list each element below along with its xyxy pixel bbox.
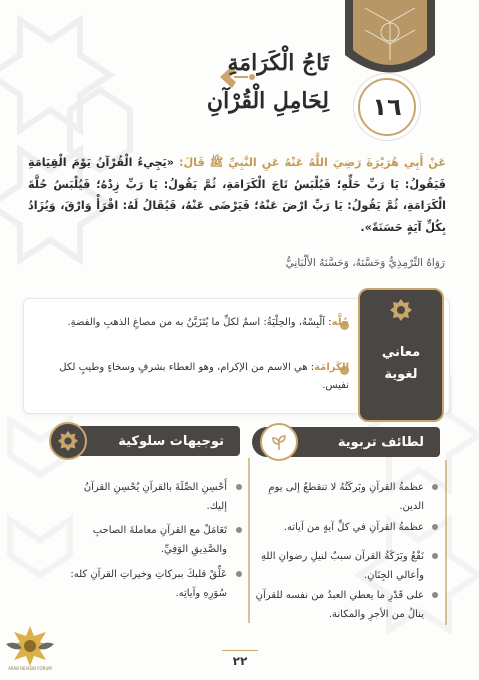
- hadith-text: [28, 152, 446, 238]
- plant-icon: [260, 423, 298, 461]
- bullet-icon: [432, 484, 438, 490]
- emblem-icon: [49, 422, 87, 460]
- bullet-icon: [236, 571, 242, 577]
- lexical-meanings-tab: [358, 288, 444, 422]
- hadith-matn: «يَجِيءُ الْقُرْآنُ يَوْمَ الْقِيَامَةِ فَيَقُولُ: يَا رَبِّ حَلِّهِ؛ فَيُلْبَسُ تَاجَ الْكَرَامَةِ، ثُمَّ يَقُولُ: يَا رَبِّ زِدْهُ؛ فَيُلْبَسُ حُلَّةَ الْكَرَامَةِ، ثُمَّ يَقُولُ: يَا رَبِّ ارْضَ عَنْهُ؛ فَيَرْضَى عَنْهُ، فَيُقَالُ لَهُ: اقْرَأْ وَارْقَ، وَيُزَادُ بِكُلِّ آيَةٍ حَسَنَةً».: [28, 156, 446, 234]
- list-item: أَحْسِنِ الصِّلَةَ بالقرآنِ يُحْسِنِ القرآنُ إليك.: [83, 482, 227, 512]
- bullet-icon: [236, 484, 242, 490]
- list-item: عَلِّقْ قلبكَ ببركاتِ وخيراتِ القرآنِ كله: سُوَرِهِ وآياتِه.: [70, 569, 227, 599]
- lexical-term: حُلَّه: [331, 317, 349, 328]
- column-divider: [445, 460, 447, 625]
- bullet-icon: [432, 553, 438, 559]
- list-item: عظمةُ القرآنِ وبَركَتُهُ لا تنقطعُ إلى يومِ الدين.: [268, 482, 424, 512]
- bullet-icon: [236, 527, 242, 533]
- educational-title: لطائف تربوية: [337, 434, 424, 450]
- lesson-number-badge: ١٦: [358, 78, 416, 136]
- hadith-narration: رَوَاهُ التِّرْمِذِيُّ وَحَسَّنَهُ، وَحَسَّنَهُ الأَلْبَانِيُّ: [285, 257, 445, 269]
- page-title-line2: لِحَامِلِ الْقُرْآنِ: [206, 88, 329, 114]
- list-item: على قَدْرِ ما يعطي العبدُ من نفسه للقرآنِ ينالُ من الأجرِ والمكانة.: [255, 590, 424, 620]
- lexical-definition: : اَلْبِسْهُ، والحِلْيَةُ: اسمٌ لكلِّ ما يُتَزَيَّنُ به من مصاغِ الذهبِ والفضةِ.: [67, 317, 332, 328]
- page-title-line1: تَاجُ الْكَرَامَةِ: [227, 50, 329, 76]
- behavioral-title: توجيهات سلوكية: [118, 433, 224, 449]
- lexical-item: [39, 314, 349, 332]
- forum-logo-text: ARAB REVIEW FORUM: [8, 666, 52, 671]
- emblem-icon: [389, 298, 413, 322]
- hadith-isnad: عَنْ أَبِي هُرَيْرَةَ رَضِيَ اللَّهُ عَنْهُ عَنِ النَّبِيِّ ﷺ قَالَ:: [173, 156, 447, 169]
- lexical-meanings-label: معاني لغوية: [381, 345, 421, 382]
- lexical-term: الكَرامَة: [314, 362, 349, 373]
- list-item: عظمةُ القرآنِ في كلِّ آيةٍ من آياته.: [283, 522, 424, 533]
- educational-section-header: [252, 427, 440, 457]
- bullet-icon: [432, 592, 438, 598]
- lexical-item: [39, 359, 349, 395]
- page-number: ٢٢: [222, 650, 258, 676]
- arch-lantern-decoration: [345, 0, 435, 82]
- list-item: تَعَامَلْ مع القرآنِ معاملةَ الصاحبِ والصَّدِيقِ الوَفِيِّ.: [92, 525, 227, 555]
- geometric-pattern-decoration: [0, 0, 140, 300]
- list-item: نَفْعُ وبَرَكَةُ القرآن سببٌ لنيلِ رضوانِ اللهِ وأعالي الجِنَانِ.: [261, 551, 424, 581]
- lexical-definition: : هي الاسم من الإكرام، وهو العطاء بشرفٍ وسخاءٍ وطيبٍ لكل نفيس.: [59, 362, 349, 391]
- bullet-icon: [432, 524, 438, 530]
- behavioral-section-header: [65, 426, 240, 456]
